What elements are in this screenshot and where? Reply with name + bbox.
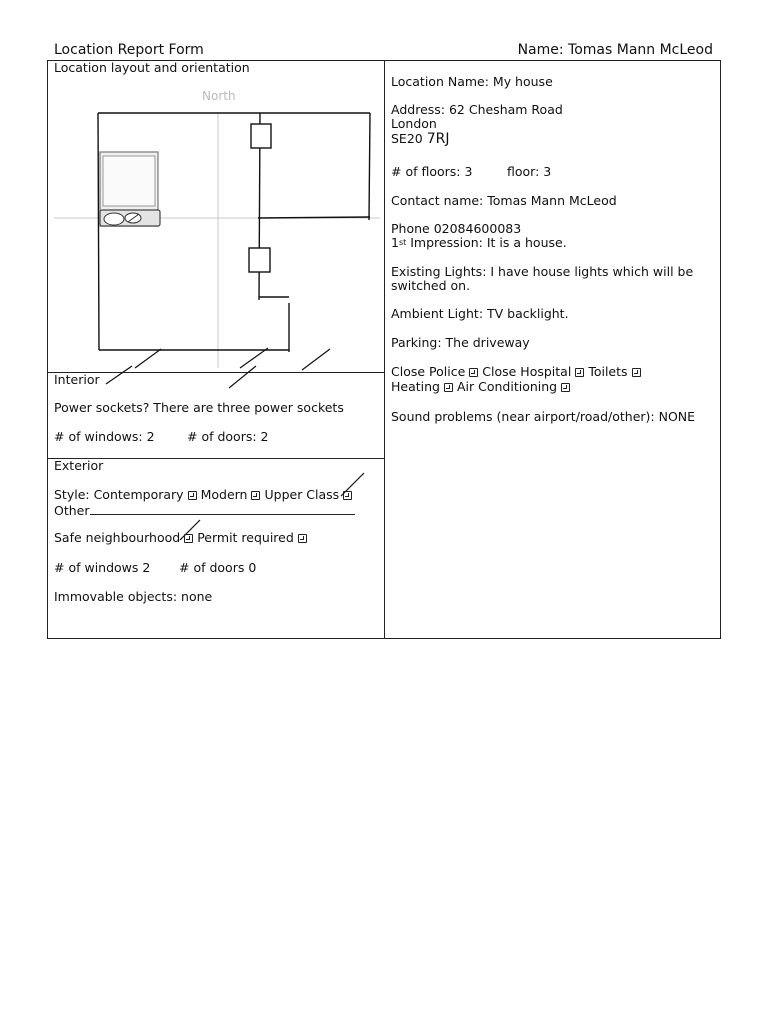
interior-doors: # of doors: 2: [187, 429, 269, 444]
style-modern-label: Modern: [200, 487, 248, 502]
amenities-row1: [391, 365, 645, 379]
impression-suffix: st: [398, 238, 407, 247]
other-row: [54, 502, 355, 518]
other-label: Other: [54, 503, 90, 518]
checkbox-safe-neighbourhood[interactable]: [184, 534, 193, 543]
parking: Parking: The driveway: [391, 335, 530, 350]
permit-required-label: Permit required: [197, 530, 294, 545]
postcode-unit: 7RJ: [426, 131, 450, 147]
safe-neighbourhood-label: Safe neighbourhood: [54, 530, 181, 545]
toilets-label: Toilets: [588, 364, 628, 379]
north-label: North: [202, 89, 236, 103]
location-name: Location Name: My house: [391, 74, 553, 89]
existing-lights-line1: Existing Lights: I have house lights which will be: [391, 264, 694, 279]
impression-number: 1: [391, 235, 399, 250]
existing-lights-line2: switched on.: [391, 278, 471, 293]
interior-heading: Interior: [54, 372, 100, 387]
checkbox-close-hospital[interactable]: [575, 368, 584, 377]
address-line1: Address: 62 Chesham Road: [391, 102, 563, 117]
contact-name: Contact name: Tomas Mann McLeod: [391, 193, 617, 208]
checkbox-air-conditioning[interactable]: [561, 383, 570, 392]
checkbox-toilets[interactable]: [632, 368, 641, 377]
interior-windows: # of windows: 2: [54, 429, 155, 444]
heating-label: Heating: [391, 379, 440, 394]
immovable-objects: Immovable objects: none: [54, 589, 213, 604]
style-row: [54, 488, 356, 502]
sound-problems: Sound problems (near airport/road/other): NONE: [391, 409, 696, 424]
exterior-doors: # of doors 0: [179, 560, 257, 575]
close-police-label: Close Police: [391, 364, 466, 379]
power-sockets-text: Power sockets? There are three power sockets: [54, 400, 344, 415]
exterior-windows: # of windows 2: [54, 560, 151, 575]
form-title: Location Report Form: [54, 42, 204, 58]
impression-text: Impression: It is a house.: [406, 235, 567, 250]
floors-count: # of floors: 3: [391, 164, 473, 179]
phone-number: Phone 02084600083: [391, 221, 522, 236]
address-line2: London: [391, 116, 437, 131]
layout-heading: Location layout and orientation: [54, 60, 250, 75]
style-upper-class-label: Upper Class: [264, 487, 340, 502]
postcode: [391, 132, 449, 146]
safety-row: [54, 531, 311, 545]
checkbox-permit-required[interactable]: [298, 534, 307, 543]
checkbox-upper-class[interactable]: [343, 491, 352, 500]
exterior-heading: Exterior: [54, 458, 104, 473]
close-hospital-label: Close Hospital: [482, 364, 572, 379]
other-field[interactable]: [90, 502, 355, 515]
postcode-area: SE20: [391, 131, 427, 146]
checkbox-modern[interactable]: [251, 491, 260, 500]
air-conditioning-label: Air Conditioning: [456, 379, 558, 394]
floor-number: floor: 3: [507, 164, 552, 179]
checkbox-heating[interactable]: [444, 383, 453, 392]
checkbox-close-police[interactable]: [469, 368, 478, 377]
ambient-light: Ambient Light: TV backlight.: [391, 306, 569, 321]
style-contemporary-label: Style: Contemporary: [54, 487, 184, 502]
checkbox-contemporary[interactable]: [188, 491, 197, 500]
reporter-name: Name: Tomas Mann McLeod: [517, 42, 713, 58]
first-impression: [391, 236, 567, 250]
amenities-row2: [391, 380, 574, 394]
